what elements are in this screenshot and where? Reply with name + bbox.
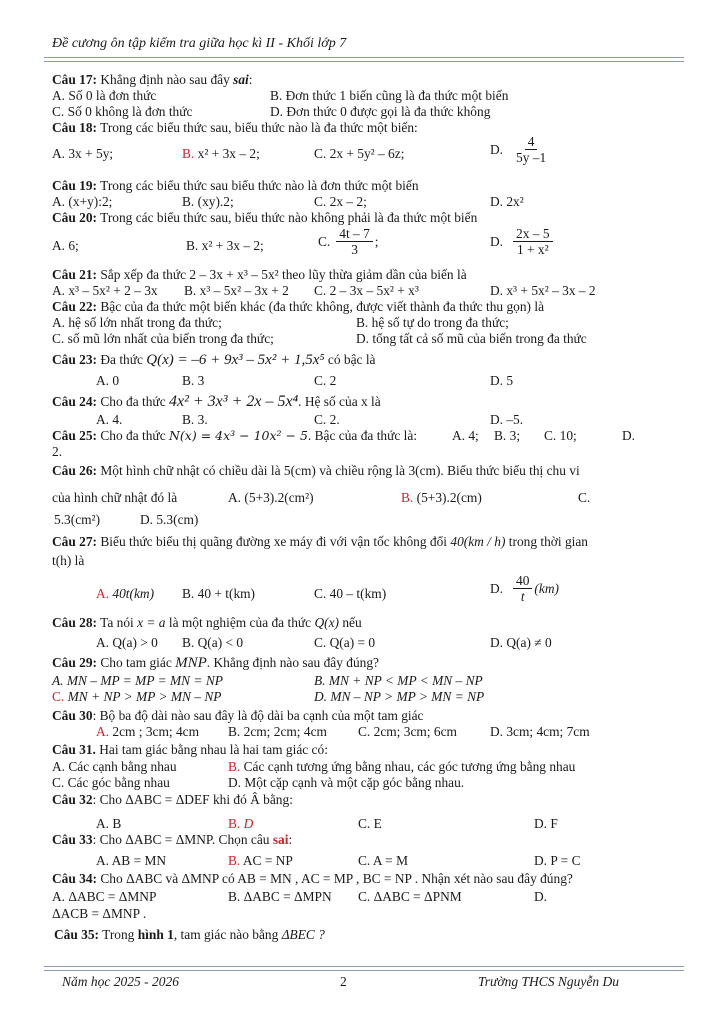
option-24-b: B. 3. [182, 412, 208, 427]
option-25-b: B. 3; [494, 428, 521, 443]
question-26-line2: của hình chữ nhật đó là [52, 490, 178, 505]
question-21: Câu 21: Sắp xếp đa thức 2 – 3x + x³ – 5x² theo lũy thừa giảm dần của biến là [52, 267, 467, 282]
option-26-c: C. [578, 490, 591, 505]
question-25: Câu 25: Cho đa thức N(x) = 4x³ − 10x² − 5. Bậc của đa thức là: [52, 428, 418, 443]
question-34: Câu 34: Cho ΔABC và ΔMNP có AB = MN , AC = MP , BC = NP . Nhận xét nào sau đây đúng? [52, 871, 573, 886]
option-20-a: A. 6; [52, 238, 79, 253]
option-22-b: B. hệ số tự do trong đa thức; [356, 315, 509, 330]
option-27-a: A. 40t(km) [96, 586, 155, 601]
option-26-b: B. (5+3).2(cm) [401, 490, 482, 505]
question-17: Câu 17: Khẳng định nào sau đây sai: [52, 72, 253, 87]
question-23: Câu 23: Đa thức Q(x) = –6 + 9x³ – 5x² + 1,5x⁵ có bậc là [52, 352, 376, 368]
option-28-a: A. Q(a) > 0 [96, 635, 158, 650]
question-33: Câu 33: Cho ΔABC = ΔMNP. Chọn câu sai: [52, 832, 293, 847]
question-35: Câu 35: Trong hình 1, tam giác nào bằng ΔBEC ? [54, 927, 325, 942]
option-24-c: C. 2. [314, 412, 340, 427]
option-25-a: A. 4; [452, 428, 479, 443]
option-26-c-value: 5.3(cm²) [54, 512, 101, 527]
question-29: Câu 29: Cho tam giác MNP. Khẳng định nào sau đây đúng? [52, 655, 379, 671]
option-24-a: A. 4. [96, 412, 123, 427]
option-30-c: C. 2cm; 3cm; 6cm [358, 724, 457, 739]
option-19-b: B. (xy).2; [182, 194, 234, 209]
option-23-b: B. 3 [182, 373, 205, 388]
question-18: Câu 18: Trong các biểu thức sau, biểu thức nào là đa thức một biến: [52, 120, 418, 135]
question-30: Câu 30: Bộ ba độ dài nào sau đây là độ dài ba cạnh của một tam giác [52, 708, 424, 723]
header-rule-thin [44, 61, 684, 62]
option-24-d: D. –5. [490, 412, 524, 427]
question-24: Câu 24: Cho đa thức 4x² + 3x³ + 2x – 5x⁴. Hệ số của x là [52, 393, 381, 410]
option-19-c: C. 2x – 2; [314, 194, 367, 209]
option-18-b: B. x² + 3x – 2; [182, 146, 260, 161]
option-32-d: D. F [534, 816, 558, 831]
option-34-c: C. ΔABC = ΔPNM [358, 889, 462, 904]
option-34-d: D. [534, 889, 548, 904]
option-34-b: B. ΔABC = ΔMPN [228, 889, 332, 904]
option-28-d: D. Q(a) ≠ 0 [490, 635, 552, 650]
option-19-a: A. (x+y):2; [52, 194, 113, 209]
option-33-a: A. AB = MN [96, 853, 167, 868]
question-31: Câu 31. Hai tam giác bằng nhau là hai tam giác có: [52, 742, 328, 757]
option-32-b: B. D [228, 816, 254, 831]
option-19-d: D. 2x² [490, 194, 524, 209]
option-17-d: D. Đơn thức 0 được gọi là đa thức không [270, 104, 491, 119]
option-21-a: A. x³ – 5x² + 2 – 3x [52, 283, 158, 298]
option-29-d: D. MN – NP > MP > MN = NP [314, 689, 485, 704]
footer-school: Trường THCS Nguyễn Du [478, 974, 619, 989]
option-33-c: C. A = M [358, 853, 408, 868]
option-23-a: A. 0 [96, 373, 120, 388]
option-20-c: C. $\frac{4t - 7}{3}$ ; [318, 226, 379, 257]
option-17-c: C. Số 0 không là đơn thức [52, 104, 193, 119]
option-30-b: B. 2cm; 2cm; 4cm [228, 724, 327, 739]
option-34-d-value: ΔACB = ΔMNP . [52, 906, 147, 921]
header-rule [44, 57, 684, 58]
option-23-c: C. 2 [314, 373, 337, 388]
question-27: Câu 27: Biểu thức biểu thị quãng đường xe máy đi với vận tốc không đổi 40(km / h) trong thời gian [52, 534, 589, 549]
option-33-d: D. P = C [534, 853, 581, 868]
option-31-b: B. Các cạnh tương ứng bằng nhau, các góc tương ứng bằng nhau [228, 759, 576, 774]
option-21-b: B. x³ – 5x² – 3x + 2 [184, 283, 289, 298]
option-25-d-value: 2. [52, 444, 63, 459]
option-26-d: D. 5.3(cm) [140, 512, 199, 527]
option-30-a: A. 2cm ; 3cm; 4cm [96, 724, 200, 739]
option-28-c: C. Q(a) = 0 [314, 635, 376, 650]
option-27-b: B. 40 + t(km) [182, 586, 256, 601]
footer-rule-thin [44, 970, 684, 971]
question-22: Câu 22: Bậc của đa thức một biến khác (đa thức không, được viết thành đa thức thu gọn) là [52, 299, 545, 314]
option-18-a: A. 3x + 5y; [52, 146, 114, 161]
option-21-c: C. 2 – 3x – 5x² + x³ [314, 283, 419, 298]
footer-page-number: 2 [340, 974, 347, 989]
option-22-a: A. hệ số lớn nhất trong đa thức; [52, 315, 222, 330]
question-19: Câu 19: Trong các biểu thức sau biểu thức nào là đơn thức một biến [52, 178, 419, 193]
option-25-d: D. [622, 428, 636, 443]
option-33-b: B. AC = NP [228, 853, 293, 868]
option-18-c: C. 2x + 5y² – 6z; [314, 146, 405, 161]
option-22-c: C. số mũ lớn nhất của biến trong đa thức; [52, 331, 274, 346]
option-26-a: A. (5+3).2(cm²) [228, 490, 314, 505]
footer-rule [44, 966, 684, 967]
option-31-d: D. Một cặp cạnh và một cặp góc bằng nhau. [228, 775, 465, 790]
option-31-a: A. Các cạnh bằng nhau [52, 759, 177, 774]
option-27-d: D. $\frac{40}{t}$ (km) [490, 573, 559, 604]
option-32-c: C. E [358, 816, 382, 831]
option-25-c: C. 10; [544, 428, 577, 443]
option-22-d: D. tổng tất cả số mũ của biến trong đa thức [356, 331, 587, 346]
option-27-c: C. 40 – t(km) [314, 586, 387, 601]
option-20-d: D. $\frac{2x - 5}{\text{1 + x²}}$ [490, 226, 555, 257]
option-30-d: D. 3cm; 4cm; 7cm [490, 724, 590, 739]
option-17-b: B. Đơn thức 1 biến cũng là đa thức một biến [270, 88, 509, 103]
question-32: Câu 32: Cho ΔABC = ΔDEF khi đó Â bằng: [52, 792, 293, 807]
option-29-a: A. MN – MP = MP = MN = NP [52, 673, 223, 688]
question-28: Câu 28: Ta nói x = a là một nghiệm của đa thức Q(x) nếu [52, 615, 362, 630]
option-28-b: B. Q(a) < 0 [182, 635, 244, 650]
question-26: Câu 26: Một hình chữ nhật có chiều dài là 5(cm) và chiều rộng là 3(cm). Biểu thức biểu thị chu vi [52, 463, 580, 478]
option-18-d: D. $\frac{4}{5y -1}$ [490, 134, 547, 165]
option-17-a: A. Số 0 là đơn thức [52, 88, 157, 103]
option-29-b: B. MN + NP < MP < MN – NP [314, 673, 483, 688]
option-20-b: B. x² + 3x – 2; [186, 238, 264, 253]
option-29-c: C. MN + NP > MP > MN – NP [52, 689, 222, 704]
question-20: Câu 20: Trong các biểu thức sau, biểu thức nào không phải là đa thức một biến [52, 210, 478, 225]
footer-year: Năm học 2025 - 2026 [62, 974, 179, 989]
option-31-c: C. Các góc bằng nhau [52, 775, 170, 790]
option-21-d: D. x³ + 5x² – 3x – 2 [490, 283, 596, 298]
option-23-d: D. 5 [490, 373, 514, 388]
question-27-line2: t(h) là [52, 553, 85, 568]
option-32-a: A. B [96, 816, 122, 831]
page-header-title: Đề cương ôn tập kiểm tra giữa học kì II - Khối lớp 7 [52, 36, 347, 51]
option-34-a: A. ΔABC = ΔMNP [52, 889, 157, 904]
